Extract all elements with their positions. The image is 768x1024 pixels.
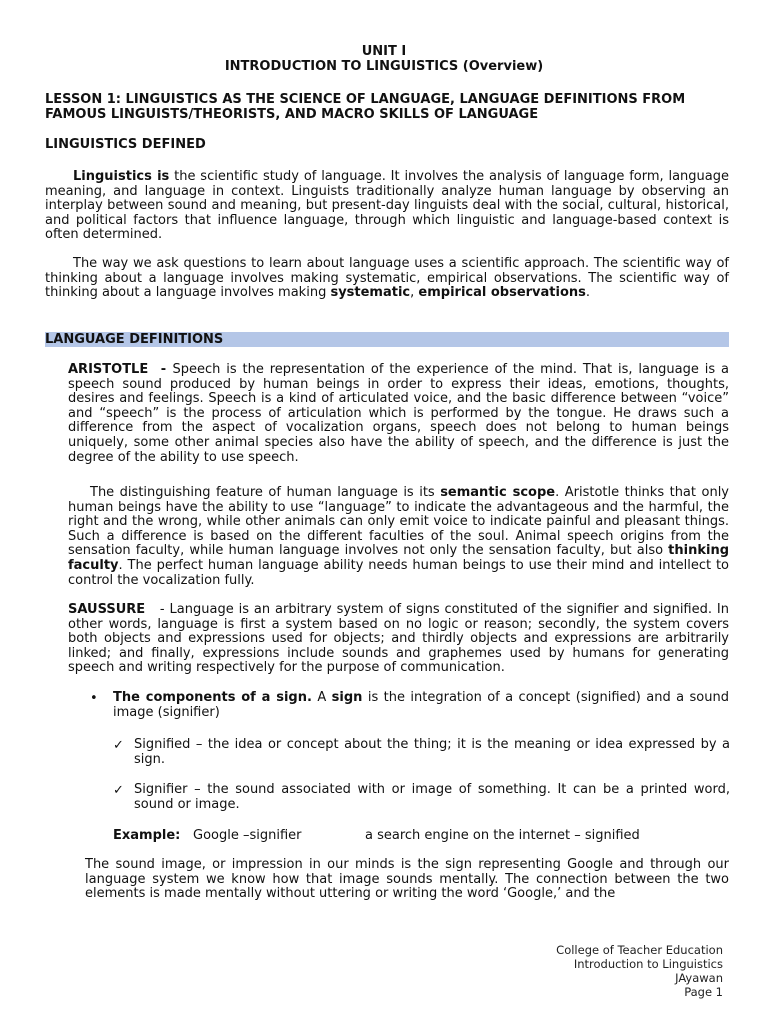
footer-page-number: Page 1 <box>684 985 723 999</box>
paragraph-aristotle-semantic-scope: The distinguishing feature of human language is its semantic scope. Aristotle thinks that only human beings have the ability to use “language” to indicate the advantageous and the harmful, the right and the wrong, while other animals can only emit voice to indicate painful and pleasant things. Such a difference is based on the different faculties of the soul. Animal speech origins from the sensation faculty, while human language involves not only the sensation faculty, but also thinking faculty. The perfect human language ability needs human beings to use their mind and intellect to control the vocalization fully. <box>68 485 729 588</box>
example-label: Example: <box>113 828 181 843</box>
paragraph-saussure-definition: SAUSSURE - Language is an arbitrary system of signs constituted of the signifier and signified. In other words, language is first a system based on no logic or reason; secondly, the system covers both objects and expressions used for objects; and thirdly objects and expressions are arbitrarily linked; and finally, expressions include sounds and graphemes used by humans for generating speech and writing respectively for the purpose of communication. <box>68 602 729 676</box>
bullet-icon: • <box>90 691 98 706</box>
document-title: INTRODUCTION TO LINGUISTICS (Overview) <box>224 59 544 74</box>
paragraph-aristotle-definition: ARISTOTLE - Speech is the representation of the experience of the mind. That is, language is a speech sound produced by human beings in order to express their ideas, emotions, thoughts, desires and feelings. Speech is a kind of articulated voice, and the basic difference between “voice” and “speech” is the process of articulation which is performed by the tongue. He draws such a difference from the aspect of vocalization organs, speech does not belong to human beings uniquely, some other animal species also have the ability of speech, and the difference is just the degree of the ability to use speech. <box>68 362 729 465</box>
term-linguistics: Linguistics is <box>73 169 170 184</box>
footer-author: JAyawan <box>675 971 723 985</box>
paragraph-sound-image: The sound image, or impression in our minds is the sign representing Google and through our language system we know how that image sounds mentally. The connection between the two elements is made mentally without uttering or writing the word ‘Google,’ and the <box>85 857 729 902</box>
check-item-signifier: ✓ Signifier – the sound associated with or image of something. It can be a printed word, sound or image. <box>113 782 730 812</box>
footer-college: College of Teacher Education <box>556 943 723 957</box>
example-signified: a search engine on the internet – signified <box>365 828 640 843</box>
section-heading-linguistics-defined: LINGUISTICS DEFINED <box>45 137 206 152</box>
check-item-signified: ✓ Signified – the idea or concept about the thing; it is the meaning or idea expressed by a sign. <box>113 737 730 767</box>
lesson-heading: LESSON 1: LINGUISTICS AS THE SCIENCE OF LANGUAGE, LANGUAGE DEFINITIONS FROM FAMOUS LINGUISTS/THEORISTS, AND MACRO SKILLS OF LANGUAGE <box>45 92 686 122</box>
theorist-aristotle: ARISTOTLE <box>68 362 149 377</box>
paragraph-scientific-approach: The way we ask questions to learn about language uses a scientific approach. The scientific way of thinking about a language involves making systematic, empirical observations. The scientific way of thinking about a language involves making systematic, empirical observations. <box>45 256 729 301</box>
checkmark-icon: ✓ <box>113 783 124 798</box>
theorist-saussure: SAUSSURE <box>68 602 146 617</box>
paragraph-linguistics-definition: Linguistics is the scientific study of language. It involves the analysis of language form, language meaning, and language in context. Linguists traditionally analyze human language by observing an interplay between sound and meaning, but present-day linguists deal with the social, cultural, historical, and political factors that influence language, through which linguistic and language-based context is often determined. <box>45 169 730 243</box>
checkmark-icon: ✓ <box>113 738 124 753</box>
example-line <box>113 828 730 843</box>
page-footer <box>556 943 723 999</box>
section-highlight-band <box>45 332 729 347</box>
footer-course: Introduction to Linguistics <box>573 957 723 971</box>
bullet-components-of-sign: • The components of a sign. A sign is the integration of a concept (signified) and a sound image (signifier) <box>90 690 729 720</box>
example-signifier: Google –signifier <box>193 828 302 843</box>
unit-heading: UNIT I <box>361 44 407 59</box>
section-heading-language-definitions: LANGUAGE DEFINITIONS <box>45 332 224 347</box>
